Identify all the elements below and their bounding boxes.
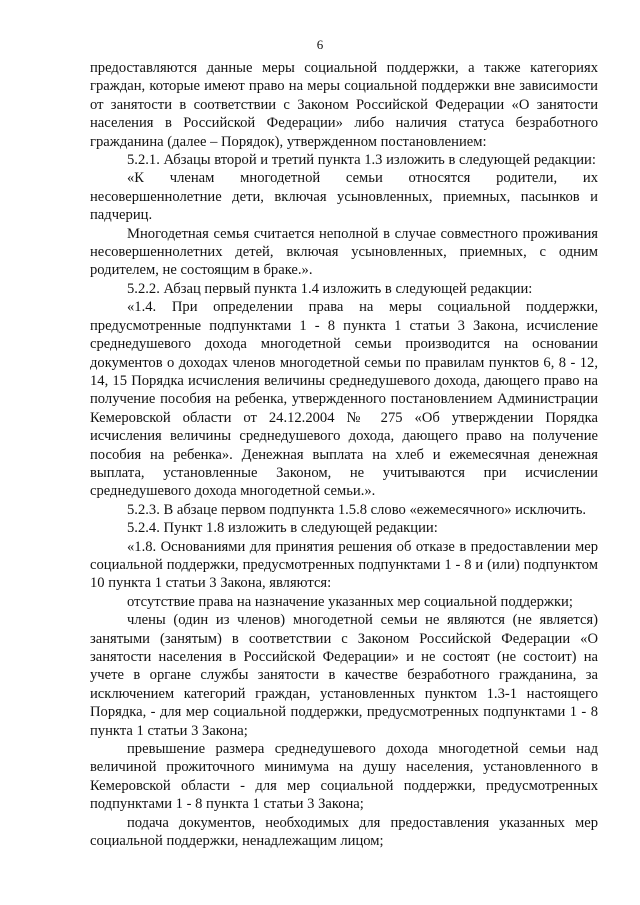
paragraph: «К членам многодетной семьи относятся родители, их несовершеннолетние дети, включая усыновленных, приемных, пасынков и падчериц. [90, 170, 598, 224]
paragraph: «1.4. При определении права на меры социальной поддержки, предусмотренные подпунктами 1 - 8 пункта 1 статьи 3 Закона, исчисление среднедушевого дохода многодетной семьи производится на основании документов о доходах членов многодетной семьи по правилам пунктов 6, 8 - 12, 14, 15 Порядка исчисления величины среднедушевого дохода, дающего право на получение пособия на ребенка, утвержденного постановлением Администрации Кемеровской области от 24.12.2004 № 275 «Об утверждении Порядка исчисления величины среднедушевого дохода, дающего право на получение пособия на ребенка». Денежная выплата на хлеб и ежемесячная денежная выплата, установленные Законом, не учитываются при исчислении среднедушевого дохода многодетной семьи.». [90, 299, 598, 500]
paragraph: 5.2.4. Пункт 1.8 изложить в следующей редакции: [127, 520, 438, 537]
paragraph: предоставляются данные меры социальной поддержки, а также категориях граждан, которые имеют право на меры социальной поддержки вне зависимости от занятости в соответствии с Законом Российской Федерации «О занятости населения в Российской Федерации» либо наличия статуса безработного гражданина (далее – Порядок), утвержденном постановлением: [90, 60, 598, 150]
paragraph: Многодетная семья считается неполной в случае совместного проживания несовершеннолетних детей, включая усыновленных, приемных, с одним родителем, не состоящим в браке.». [90, 225, 598, 279]
paragraph: 5.2.1. Абзацы второй и третий пункта 1.3 изложить в следующей редакции: [127, 152, 596, 169]
paragraph: подача документов, необходимых для предоставления указанных мер социальной поддержки, ненадлежащим лицом; [90, 814, 598, 850]
paragraph: превышение размера среднедушевого дохода многодетной семьи над величиной прожиточного минимума на душу населения, установленного в Кемеровской области - для мер социальной поддержки, предусмотренных подпунктами 1 - 8 пункта 1 статьи 3 Закона; [90, 741, 598, 813]
page-number: 6 [316, 37, 324, 52]
paragraph: 5.2.3. В абзаце первом подпункта 1.5.8 слово «ежемесячного» исключить. [127, 501, 587, 518]
paragraph: 5.2.2. Абзац первый пункта 1.4 изложить в следующей редакции: [127, 280, 533, 297]
paragraph: «1.8. Основаниями для принятия решения об отказе в предоставлении мер социальной поддержки, предусмотренных подпунктами 1 - 8 и (или) подпунктом 10 пункта 1 статьи 3 Закона, являются: [90, 538, 598, 592]
document-body [90, 59, 598, 850]
paragraph: отсутствие права на назначение указанных мер социальной поддержки; [127, 593, 573, 610]
paragraph: члены (один из членов) многодетной семьи не являются (не является) занятыми (занятым) в соответствии с Законом Российской Федерации «О занятости населения в Российской Федерации» и не состоят (не состоит) на учете в органе службы занятости в качестве безработного гражданина, за исключением категорий граждан, установленных пунктом 1.3-1 настоящего Порядка, - для мер социальной поддержки, предусмотренных подпунктами 1 - 8 пункта 1 статьи 3 Закона; [90, 612, 598, 739]
